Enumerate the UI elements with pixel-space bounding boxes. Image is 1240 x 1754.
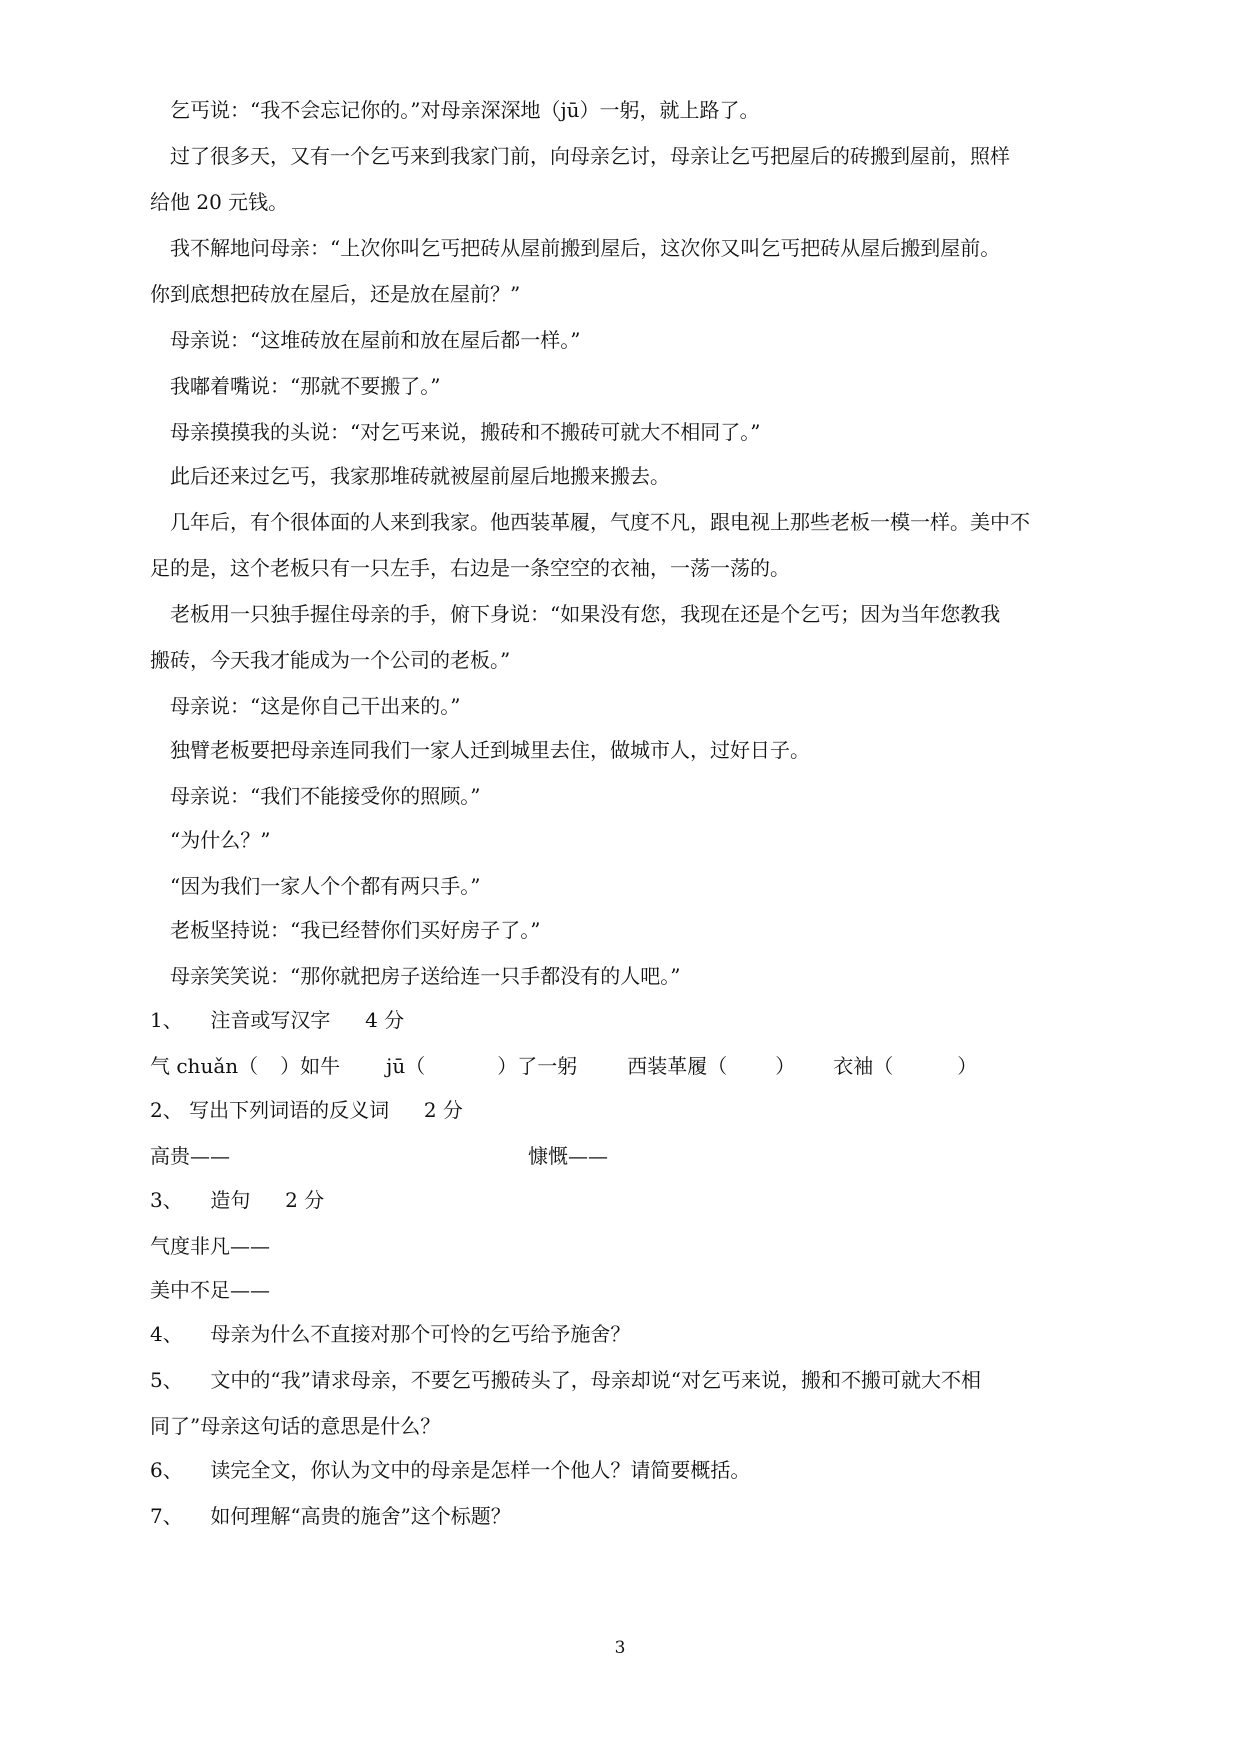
- passage-line: 给他 20 元钱。: [150, 190, 289, 214]
- question-text: 读完全文，你认为文中的母亲是怎样一个他人？请简要概括。: [210, 1458, 751, 1482]
- q1-item: jū（: [386, 1054, 426, 1078]
- question-number: 7、: [150, 1504, 183, 1528]
- q1-item: ）如牛: [280, 1054, 341, 1078]
- question-2-items: [150, 1142, 230, 1170]
- passage-line: 独臂老板要把母亲连同我们一家人迁到城里去住，做城市人，过好日子。: [170, 738, 810, 762]
- q1-item: 西装革履（: [627, 1054, 728, 1078]
- passage-line: 此后还来过乞丐，我家那堆砖就被屋前屋后地搬来搬去。: [170, 464, 670, 488]
- q1-item: ）: [957, 1054, 978, 1078]
- question-5: [150, 1366, 981, 1394]
- passage-line: “因为我们一家人个个都有两只手。”: [170, 874, 481, 898]
- question-number: 4、: [150, 1322, 183, 1346]
- page-number: 3: [614, 1638, 626, 1658]
- passage-line: 母亲笑笑说：“那你就把房子送给连一只手都没有的人吧。”: [170, 964, 681, 988]
- q1-item: 气 chuǎn（: [150, 1054, 259, 1078]
- q1-item: ）了一躬: [497, 1054, 578, 1078]
- passage-line: 母亲摸摸我的头说：“对乞丐来说，搬砖和不搬砖可就大不相同了。”: [170, 420, 761, 444]
- question-5-continued: 同了”母亲这句话的意思是什么？: [150, 1414, 441, 1438]
- question-score: 2 分: [285, 1188, 325, 1212]
- question-text: 母亲为什么不直接对那个可怜的乞丐给予施舍？: [210, 1322, 631, 1346]
- question-score: 4 分: [365, 1008, 405, 1032]
- question-7: [150, 1502, 511, 1530]
- question-1-items: [150, 1052, 977, 1080]
- q1-item: ）: [775, 1054, 796, 1078]
- passage-line: 过了很多天，又有一个乞丐来到我家门前，向母亲乞讨，母亲让乞丐把屋后的砖搬到屋前，照样: [170, 144, 1010, 168]
- question-number: 1、: [150, 1008, 183, 1032]
- q2-item: 高贵——: [150, 1144, 230, 1168]
- passage-line: 足的是，这个老板只有一只左手，右边是一条空空的衣袖，一荡一荡的。: [150, 556, 790, 580]
- passage-line: 几年后，有个很体面的人来到我家。他西装革履，气度不凡，跟电视上那些老板一模一样。美中不: [170, 510, 1030, 534]
- passage-line: 老板用一只独手握住母亲的手，俯下身说：“如果没有您，我现在还是个乞丐；因为当年您教我: [170, 602, 1001, 626]
- passage-line: “为什么？”: [170, 828, 271, 852]
- passage-line: 你到底想把砖放在屋后，还是放在屋前？”: [150, 282, 521, 306]
- q1-item: 衣袖（: [833, 1054, 894, 1078]
- passage-line: 乞丐说：“我不会忘记你的。”对母亲深深地（jū）一躬，就上路了。: [170, 98, 760, 122]
- question-score: 2 分: [423, 1098, 463, 1122]
- passage-line: 老板坚持说：“我已经替你们买好房子了。”: [170, 918, 541, 942]
- question-number: 3、: [150, 1188, 183, 1212]
- question-2: [150, 1096, 463, 1124]
- question-text: 造句: [210, 1188, 251, 1212]
- question-number: 6、: [150, 1458, 183, 1482]
- passage-line: 搬砖，今天我才能成为一个公司的老板。”: [150, 648, 511, 672]
- passage-line: 我嘟着嘴说：“那就不要搬了。”: [170, 374, 441, 398]
- passage-line: 我不解地问母亲：“上次你叫乞丐把砖从屋前搬到屋后，这次你又叫乞丐把砖从屋后搬到屋前。: [170, 236, 1001, 260]
- question-text: 写出下列词语的反义词: [189, 1098, 390, 1122]
- question-1: [150, 1006, 404, 1034]
- question-number: 5、: [150, 1368, 183, 1392]
- question-2-items: [528, 1142, 608, 1170]
- passage-line: 母亲说：“我们不能接受你的照顾。”: [170, 784, 481, 808]
- question-4: [150, 1320, 630, 1348]
- question-number: 2、: [150, 1098, 183, 1122]
- question-3-item: 气度非凡——: [150, 1234, 270, 1258]
- q2-item: 慷慨——: [528, 1144, 608, 1168]
- passage-line: 母亲说：“这堆砖放在屋前和放在屋后都一样。”: [170, 328, 581, 352]
- question-3: [150, 1186, 324, 1214]
- question-text: 文中的“我”请求母亲，不要乞丐搬砖头了，母亲却说“对乞丐来说，搬和不搬可就大不相: [210, 1368, 982, 1392]
- question-6: [150, 1456, 750, 1484]
- question-text: 注音或写汉字: [210, 1008, 331, 1032]
- question-text: 如何理解“高贵的施舍”这个标题？: [210, 1504, 511, 1528]
- question-3-item: 美中不足——: [150, 1278, 270, 1302]
- passage-line: 母亲说：“这是你自己干出来的。”: [170, 694, 461, 718]
